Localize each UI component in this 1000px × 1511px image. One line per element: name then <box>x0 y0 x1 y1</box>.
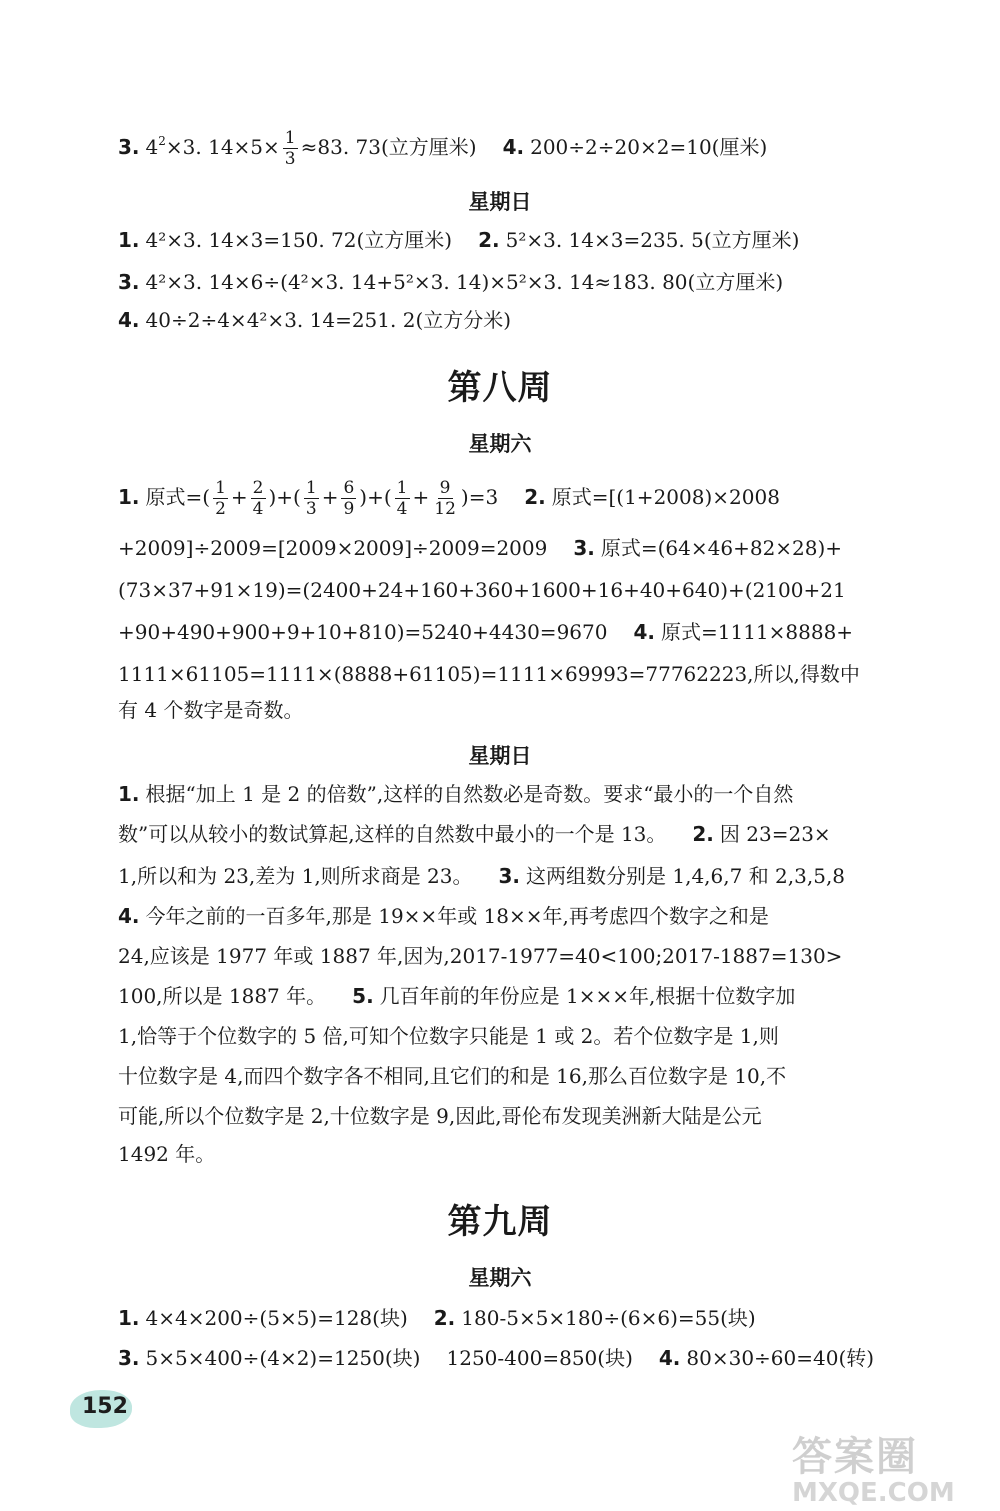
answer-line <box>118 982 912 1010</box>
week-title: 第八周 <box>447 368 553 408</box>
answer-line: 十位数字是 4,而四个数字各不相同,且它们的和是 16,那么百位数字是 10,不 <box>118 1064 787 1088</box>
expr-part: 原式=( <box>145 485 211 509</box>
item-number: 1. <box>118 782 140 806</box>
answer-line <box>118 862 912 890</box>
expr-part: +90+490+900+9+10+810)=5240+4430=9670 <box>118 620 608 644</box>
item-number: 5. <box>352 984 374 1008</box>
page-number <box>60 1384 140 1440</box>
expr-part: 4²×3. 14×6÷(4²×3. 14+5²×3. 14)×5²×3. 14≈183. 80(立方厘米) <box>145 270 784 294</box>
expr-part: 80×30÷60=40(转) <box>686 1346 875 1370</box>
item-number: 4. <box>118 904 140 928</box>
section-heading: 星期日 <box>468 744 532 768</box>
answer-line: 1,恰等于个位数字的 5 倍,可知个位数字只能是 1 或 2。若个位数字是 1,则 <box>118 1024 779 1048</box>
expr-part: 这两组数分别是 1,4,6,7 和 2,3,5,8 <box>526 864 846 888</box>
answer-line <box>118 306 912 334</box>
answer-line: (73×37+91×19)=(2400+24+160+360+1600+16+40+640)+(2100+21 <box>118 578 846 602</box>
expr-part: 根据“加上 1 是 2 的倍数”,这样的自然数必是奇数。要求“最小的一个自然 <box>145 782 794 806</box>
fraction: $\frac{9}{12}$ <box>434 478 456 519</box>
expr-part: 因 23=23× <box>719 822 831 846</box>
item-number: 4. <box>118 308 140 332</box>
watermark <box>792 1425 972 1508</box>
answer-line <box>118 268 912 296</box>
answer-line <box>118 226 912 254</box>
expr-part: 1250-400=850(块) <box>446 1346 633 1370</box>
expr-part: ×3. 14×5× <box>165 135 280 159</box>
fraction: $\frac{1}{3}$ <box>284 128 296 169</box>
answer-line <box>118 618 912 646</box>
item-number: 3. <box>118 135 140 159</box>
expr-part: 5²×3. 14×3=235. 5(立方厘米) <box>505 228 800 252</box>
answer-line: 可能,所以个位数字是 2,十位数字是 9,因此,哥伦布发现美洲新大陆是公元 <box>118 1104 762 1128</box>
section-heading: 星期六 <box>468 1266 532 1290</box>
week-title: 第九周 <box>447 1202 553 1242</box>
item-number: 4. <box>658 1346 681 1370</box>
expr-part: 1,所以和为 23,差为 1,则所求商是 23。 <box>118 864 473 888</box>
section-heading: 星期六 <box>468 432 532 456</box>
answer-line <box>118 1344 912 1372</box>
item-number: 4. <box>502 135 525 159</box>
answer-line: 24,应该是 1977 年或 1887 年,因为,2017-1977=40<100;2017-1887=130> <box>118 944 843 968</box>
fraction: $\frac{1}{3}$ <box>305 478 317 519</box>
fraction: $\frac{6}{9}$ <box>343 478 355 519</box>
expr-part: 100,所以是 1887 年。 <box>118 984 327 1008</box>
item-number: 2. <box>692 822 714 846</box>
expr-part: + <box>321 485 339 509</box>
expr-part: 200÷2÷20×2=10(厘米) <box>530 135 768 159</box>
expr-part: 4×4×200÷(5×5)=128(块) <box>145 1306 408 1330</box>
answer-line <box>118 780 912 808</box>
answer-line <box>118 478 912 519</box>
answer-line <box>118 1304 912 1332</box>
answer-line <box>118 128 912 169</box>
expr-part: + <box>412 485 430 509</box>
answer-line <box>118 820 912 848</box>
answer-line <box>118 902 912 930</box>
expr-part: 今年之前的一百多年,那是 19××年或 18××年,再考虑四个数字之和是 <box>145 904 769 928</box>
fraction: $\frac{1}{4}$ <box>396 478 408 519</box>
expr-part: 原式=1111×8888+ <box>660 620 854 644</box>
expr-part: )+( <box>359 485 392 509</box>
expr-part: 4 <box>145 135 159 159</box>
item-number: 2. <box>524 485 546 509</box>
expr-part: 180-5×5×180÷(6×6)=55(块) <box>461 1306 756 1330</box>
item-number: 3. <box>118 270 140 294</box>
item-number: 3. <box>498 864 521 888</box>
expr-part: 40÷2÷4×4²×3. 14=251. 2(立方分米) <box>145 308 512 332</box>
page-number-text: 152 <box>82 1394 128 1419</box>
expr-part: 原式=(64×46+82×28)+ <box>600 536 843 560</box>
answer-line <box>118 534 912 562</box>
watermark-url: MXQE.COM <box>792 1478 955 1508</box>
item-number: 4. <box>633 620 655 644</box>
answer-line: 1492 年。 <box>118 1142 216 1166</box>
item-number: 1. <box>118 485 140 509</box>
expr-part: 5×5×400÷(4×2)=1250(块) <box>145 1346 421 1370</box>
expr-part: 数”可以从较小的数试算起,这样的自然数中最小的一个是 13。 <box>118 822 667 846</box>
expr-part: )=3 <box>460 485 499 509</box>
exponent: 2 <box>158 134 166 148</box>
fraction: $\frac{1}{2}$ <box>215 478 226 519</box>
expr-part: 4²×3. 14×3=150. 72(立方厘米) <box>145 228 453 252</box>
item-number: 1. <box>118 228 140 252</box>
expr-part: ≈83. 73(立方厘米) <box>300 135 477 159</box>
expr-part: )+( <box>268 485 301 509</box>
item-number: 3. <box>118 1346 140 1370</box>
expr-part: + <box>230 485 248 509</box>
section-heading: 星期日 <box>468 190 532 214</box>
answer-line: 有 4 个数字是奇数。 <box>118 698 304 722</box>
item-number: 2. <box>478 228 500 252</box>
watermark-logo: 答案圈 <box>792 1434 918 1480</box>
item-number: 2. <box>433 1306 456 1330</box>
item-number: 1. <box>118 1306 140 1330</box>
expr-part: 几百年前的年份应是 1×××年,根据十位数字加 <box>379 984 796 1008</box>
answer-line: 1111×61105=1111×(8888+61105)=1111×69993=77762223,所以,得数中 <box>118 662 860 686</box>
fraction: $\frac{2}{4}$ <box>252 478 264 519</box>
expr-part: 原式=[(1+2008)×2008 <box>551 485 780 509</box>
item-number: 3. <box>573 536 595 560</box>
expr-part: +2009]÷2009=[2009×2009]÷2009=2009 <box>118 536 548 560</box>
